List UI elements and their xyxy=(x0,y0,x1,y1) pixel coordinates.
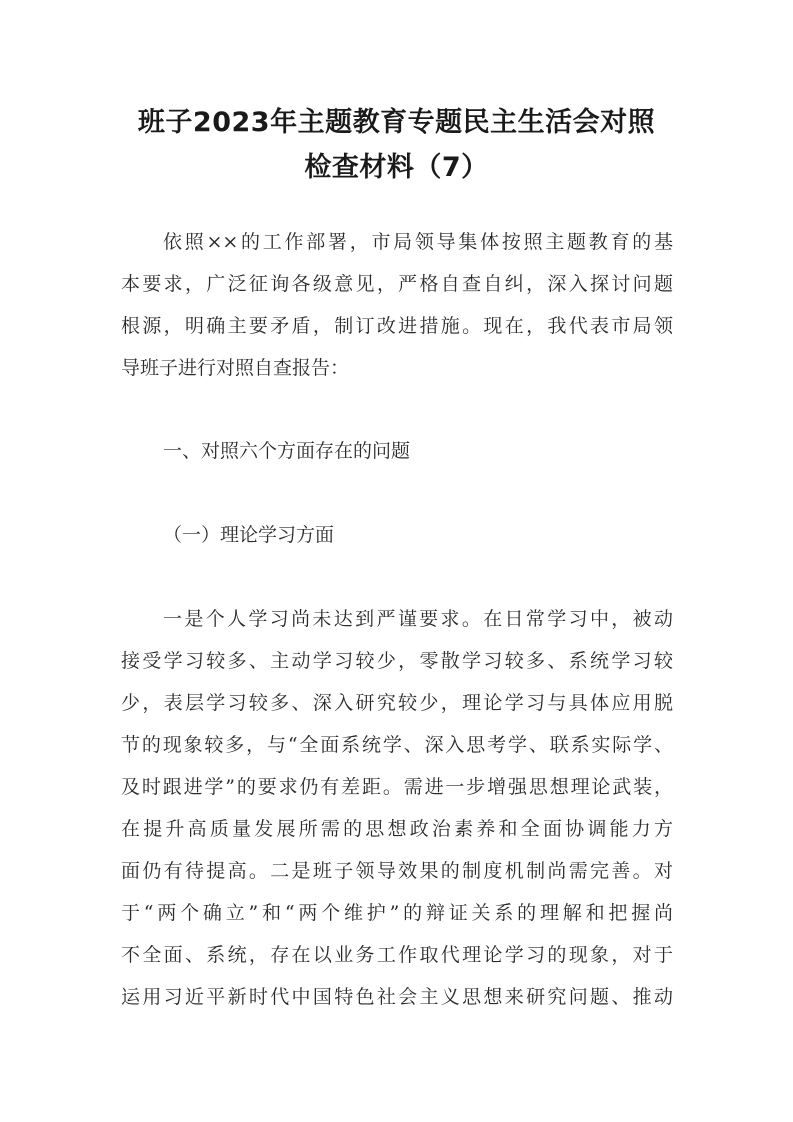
body-paragraph-line: 不全面、系统，存在以业务工作取代理论学习的现象，对于 xyxy=(121,944,673,966)
body-paragraph-line: 面仍有待提高。二是班子领导效果的制度机制尚需完善。对 xyxy=(121,860,673,882)
body-paragraph-line: 少，表层学习较多、深入研究较少，理论学习与具体应用脱 xyxy=(121,692,673,714)
subsection-heading: （一）理论学习方面 xyxy=(163,524,335,546)
body-paragraph-line: 在提升高质量发展所需的思想政治素养和全面协调能力方 xyxy=(121,818,673,840)
document-title-line-2: 检查材料（7） xyxy=(304,152,489,183)
body-paragraph-line: 一是个人学习尚未达到严谨要求。在日常学习中，被动 xyxy=(163,608,673,630)
document-title-line-1: 班子2023年主题教育专题民主生活会对照 xyxy=(137,107,656,138)
intro-paragraph-line: 根源，明确主要矛盾，制订改进措施。现在，我代表市局领 xyxy=(121,315,673,337)
intro-paragraph-line: 本要求，广泛征询各级意见，严格自查自纠，深入探讨问题 xyxy=(121,273,673,295)
intro-paragraph-line: 依照××的工作部署，市局领导集体按照主题教育的基 xyxy=(163,231,673,253)
section-heading: 一、对照六个方面存在的问题 xyxy=(163,440,411,462)
body-paragraph-line: 节的现象较多，与“全面系统学、深入思考学、联系实际学、 xyxy=(121,734,673,756)
body-paragraph-line: 运用习近平新时代中国特色社会主义思想来研究问题、推动 xyxy=(121,986,673,1008)
body-paragraph-line: 及时跟进学”的要求仍有差距。需进一步增强思想理论武装， xyxy=(121,776,673,798)
intro-paragraph-line: 导班子进行对照自查报告： xyxy=(121,357,350,379)
body-paragraph-line: 接受学习较多、主动学习较少，零散学习较多、系统学习较 xyxy=(121,650,673,672)
body-paragraph-line: 于“两个确立”和“两个维护”的辩证关系的理解和把握尚 xyxy=(121,902,673,924)
